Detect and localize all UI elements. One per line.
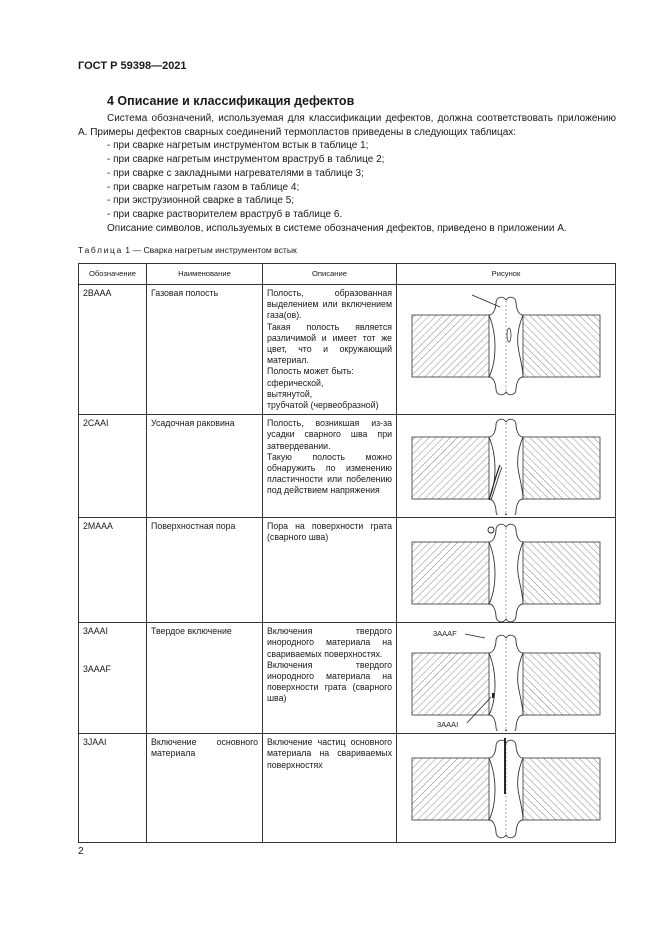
intro-paragraph: Система обозначений, используемая для классификации дефектов, должна соответствовать приложению А. Примеры дефектов сварных соединений термопластов приведены в следующих таблицах: [78, 113, 616, 138]
page-number: 2 [78, 846, 84, 857]
defect-code-cell [79, 623, 147, 734]
defect-figure [397, 623, 616, 734]
intro-text [78, 112, 616, 235]
defect-code: 3JAAI [79, 734, 147, 843]
defect-code: 3AAAI [83, 626, 108, 637]
desc-line: трубчатой (червеобразной) [267, 400, 379, 411]
figure-label-top: 3AAAF [433, 629, 457, 639]
figure-label-bottom: 3AAAI [437, 720, 459, 730]
list-item: - при сварке нагретым инструментом встык в таблице 1; [107, 140, 369, 152]
defect-figure [397, 734, 616, 843]
defect-name: Включение основного материала [147, 734, 263, 843]
col-header-figure: Рисунок [397, 264, 616, 285]
document-header: ГОСТ Р 59398—2021 [78, 60, 187, 72]
defect-figure [397, 285, 616, 415]
defect-name: Усадочная раковина [147, 415, 263, 518]
weld-surface-pore-figure [397, 518, 616, 622]
desc-line: Такая полость является различимой и имеет тот же цвет, что и окружающий материал. [267, 321, 392, 366]
table-row [79, 285, 616, 415]
defect-code-secondary: 3AAAF [83, 664, 111, 675]
intro-paragraph-2: Описание символов, используемых в системе обозначения дефектов, приведено в приложении А. [107, 222, 567, 234]
desc-line: Полость может быть: [267, 366, 354, 377]
list-item: - при сварке нагретым инструментом враструб в таблице 2; [107, 154, 385, 166]
list-item: - при сварке с закладными нагревателями в таблице 3; [107, 167, 364, 179]
defect-code: 2MAAA [79, 518, 147, 623]
col-header-code: Обозначение [79, 264, 147, 285]
defect-code: 2CAAI [79, 415, 147, 518]
desc-line: Пора на поверхности грата (сварного шва) [267, 521, 392, 543]
defect-name: Поверхностная пора [147, 518, 263, 623]
defect-description [263, 518, 397, 623]
table-row [79, 623, 616, 734]
list-item: - при сварке растворителем враструб в таблице 6. [107, 208, 343, 220]
desc-line: Полость, возникшая из-за усадки сварного шва при затвердевании. [267, 418, 392, 451]
defect-description [263, 285, 397, 415]
caption-text: 1 — Сварка нагретым инструментом встык [125, 245, 297, 255]
list-item: - при экструзионной сварке в таблице 5; [107, 195, 295, 207]
section-title: 4 Описание и классификация дефектов [107, 94, 355, 108]
weld-shrinkage-figure [397, 415, 616, 515]
col-header-name: Наименование [147, 264, 263, 285]
weld-gas-cavity-figure [397, 285, 616, 403]
defect-code: 2BAAA [79, 285, 147, 415]
defect-description [263, 734, 397, 843]
list-item: - при сварке нагретым газом в таблице 4; [107, 181, 300, 193]
defects-table [78, 263, 616, 843]
defect-name: Газовая полость [147, 285, 263, 415]
table-row [79, 518, 616, 623]
table-row [79, 734, 616, 843]
table-header-row [79, 264, 616, 285]
desc-line: Включение частиц основного материала на свариваемых поверхностях [267, 737, 392, 770]
caption-label: Таблица [78, 245, 123, 255]
table-row [79, 415, 616, 518]
table-caption [78, 245, 297, 255]
desc-line: Включения твердого инородного материала на свариваемых поверхностях. [267, 626, 392, 659]
defect-description [263, 623, 397, 734]
defect-figure [397, 518, 616, 623]
col-header-desc: Описание [263, 264, 397, 285]
defect-name: Твердое включение [147, 623, 263, 734]
weld-base-material-inclusion-figure [397, 734, 616, 840]
desc-line: Включения твердого инородного материала на поверхности грата (сварного шва) [267, 659, 392, 704]
desc-line: сферической, [267, 377, 324, 388]
desc-line: Полость, образованная выделением или включением газа(ов). [267, 288, 392, 321]
defect-description [263, 415, 397, 518]
weld-solid-inclusion-figure [397, 623, 616, 731]
desc-line: Такую полость можно обнаружить по изменению пластичности или побелению под действием напряжения [267, 451, 392, 496]
desc-line: вытянутой, [267, 388, 313, 399]
defect-figure [397, 415, 616, 518]
